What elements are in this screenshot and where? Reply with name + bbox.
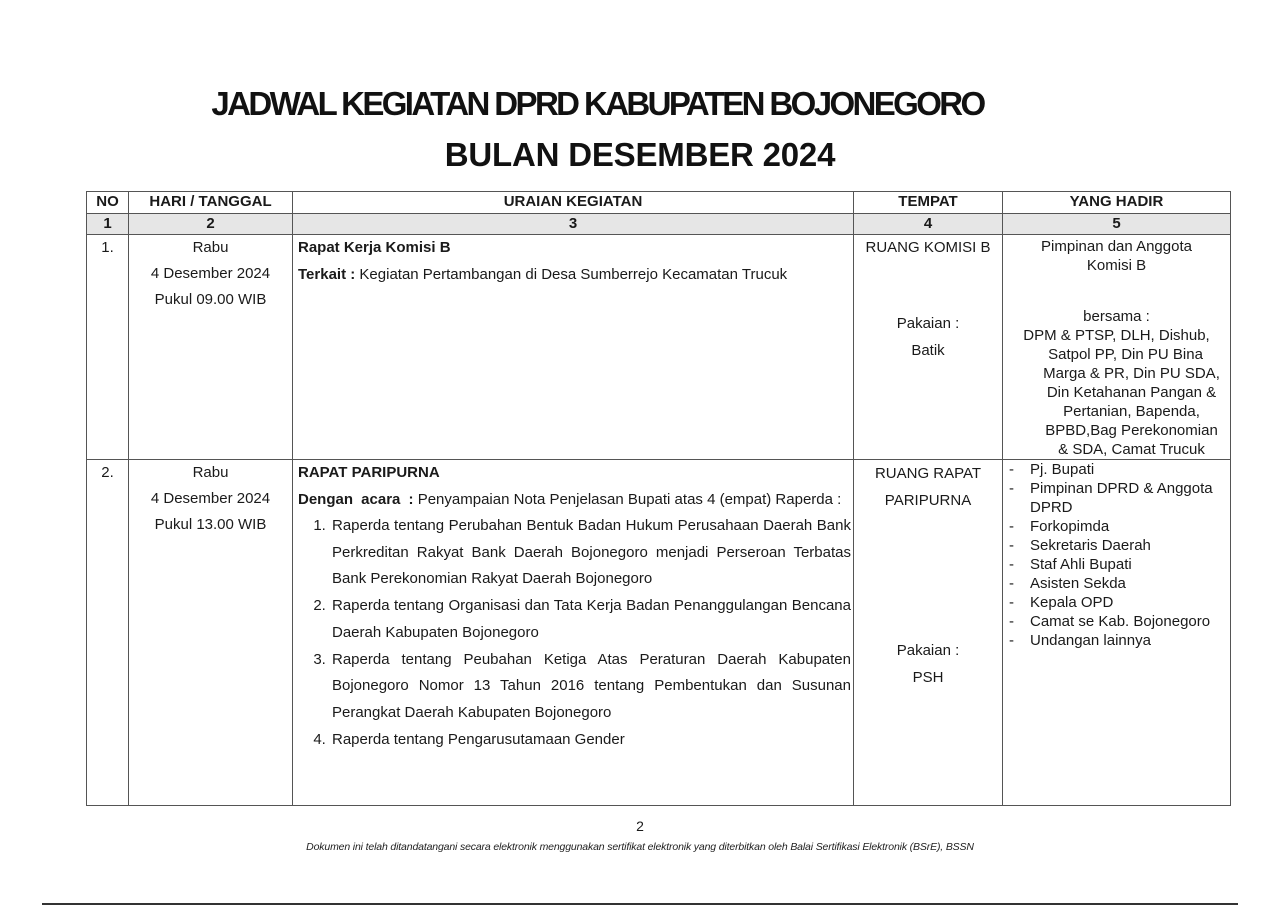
attendees-line: Marga & PR, Din PU SDA, [1043, 365, 1220, 382]
attendee-item: - Undangan lainnya [1009, 632, 1151, 649]
row-number: 1. [87, 235, 129, 460]
dress-code: PSH [912, 669, 944, 686]
raperda-item: 1. Raperda tentang Perubahan Bentuk Badan Hukum Perusahaan Daerah Bank Perkreditan Rakyat Bank Daerah Bojonegoro menjadi Perseroan Terbatas Bank Perekonomian Rakyat Daerah Bojonegoro [330, 513, 851, 593]
activity-detail-label: Terkait : [298, 265, 356, 283]
column-number: 1 [87, 214, 129, 235]
column-number: 2 [129, 214, 293, 235]
page-number: 2 [636, 818, 644, 834]
place: RUANG KOMISI B [865, 239, 991, 256]
attendee-item: - Forkopimda [1009, 518, 1110, 535]
dash-bullet-icon: - [1009, 461, 1014, 478]
header-attendees: YANG HADIR [1003, 192, 1231, 214]
dress-label: Pakaian : [896, 642, 960, 659]
schedule-table [86, 191, 1231, 806]
dash-bullet-icon: - [1009, 556, 1014, 573]
document-title: JADWAL KEGIATAN DPRD KABUPATEN BOJONEGORO [211, 85, 984, 122]
table-row [87, 460, 1231, 806]
row-attendees-cell [1003, 235, 1231, 460]
attendee-item: - Sekretaris Daerah [1009, 537, 1151, 554]
row-place-cell [854, 460, 1003, 806]
activity-detail: Penyampaian Nota Penjelasan Bupati atas 4 (empat) Raperda : [413, 490, 842, 508]
header-description: URAIAN KEGIATAN [293, 192, 854, 214]
row-time: Pukul 13.00 WIB [154, 516, 267, 533]
activity-detail: Kegiatan Pertambangan di Desa Sumberrejo Kecamatan Trucuk [355, 265, 788, 283]
dash-bullet-icon: - [1009, 575, 1014, 592]
attendees-line: DPM & PTSP, DLH, Dishub, [1023, 327, 1210, 344]
document-subtitle: BULAN DESEMBER 2024 [444, 136, 836, 173]
attendees-with: bersama : [1083, 308, 1150, 325]
attendees-list [1003, 460, 1230, 650]
attendee-item: - Asisten Sekda [1009, 575, 1126, 592]
row-time: Pukul 09.00 WIB [154, 291, 267, 308]
table-row [87, 235, 1231, 460]
raperda-item: 4. Raperda tentang Pengarusutamaan Gender [330, 727, 851, 754]
attendees-line: Din Ketahanan Pangan & [1046, 384, 1217, 401]
place-line: PARIPURNA [884, 492, 972, 509]
attendees-line: Satpol PP, Din PU Bina [1048, 346, 1203, 363]
row-description-cell [293, 460, 854, 806]
header-row [87, 192, 1231, 214]
attendees-line: Pertanian, Bapenda, [1063, 403, 1200, 420]
row-date: 4 Desember 2024 [150, 490, 271, 507]
activity-title: Rapat Kerja Komisi B [298, 239, 451, 256]
e-signature-note: Dokumen ini telah ditandatangani secara elektronik menggunakan sertifikat elektronik yang diterbitkan oleh Balai Sertifikasi Elektronik (BSrE), BSSN [306, 841, 974, 853]
header-no: NO [87, 192, 129, 214]
column-number: 4 [854, 214, 1003, 235]
attendee-item: - Pimpinan DPRD & Anggota DPRD [1009, 480, 1213, 516]
row-date: 4 Desember 2024 [150, 265, 271, 282]
attendee-item: - Staf Ahli Bupati [1009, 556, 1132, 573]
raperda-item: 3. Raperda tentang Peubahan Ketiga Atas Peraturan Daerah Kabupaten Bojonegoro Nomor 13 Tahun 2016 tentang Pembentukan dan Susunan Perangkat Daerah Kabupaten Bojonegoro [330, 647, 851, 727]
dash-bullet-icon: - [1009, 594, 1014, 611]
row-day: Rabu [192, 239, 229, 256]
attendees-line: BPBD,Bag Perekonomian [1045, 422, 1218, 439]
dash-bullet-icon: - [1009, 632, 1014, 649]
row-date-cell [129, 235, 293, 460]
activity-title: RAPAT PARIPURNA [298, 464, 440, 481]
column-number: 3 [293, 214, 854, 235]
row-attendees-cell [1003, 460, 1231, 806]
dash-bullet-icon: - [1009, 518, 1014, 535]
attendee-item: - Kepala OPD [1009, 594, 1114, 611]
attendees-head: Pimpinan dan Anggota Komisi B [1041, 238, 1192, 274]
dash-bullet-icon: - [1009, 480, 1014, 497]
dash-bullet-icon: - [1009, 613, 1014, 630]
row-day: Rabu [192, 464, 229, 481]
column-number: 5 [1003, 214, 1231, 235]
attendee-item: - Camat se Kab. Bojonegoro [1009, 613, 1211, 630]
attendee-item: - Pj. Bupati [1009, 461, 1095, 478]
column-number-row [87, 214, 1231, 235]
dress-label: Pakaian : [896, 315, 960, 332]
header-date: HARI / TANGGAL [129, 192, 293, 214]
raperda-item: 2. Raperda tentang Organisasi dan Tata Kerja Badan Penanggulangan Bencana Daerah Kabupaten Bojonegoro [330, 593, 851, 646]
raperda-list [298, 513, 851, 753]
dress-code: Batik [911, 342, 945, 359]
row-date-cell [129, 460, 293, 806]
place-line: RUANG RAPAT [874, 465, 982, 482]
row-number: 2. [87, 460, 129, 806]
activity-detail-label: Dengan acara : [298, 490, 414, 508]
attendees-line: & SDA, Camat Trucuk [1058, 441, 1205, 458]
header-place: TEMPAT [854, 192, 1003, 214]
dash-bullet-icon: - [1009, 537, 1014, 554]
row-place-cell [854, 235, 1003, 460]
row-description-cell [293, 235, 854, 460]
